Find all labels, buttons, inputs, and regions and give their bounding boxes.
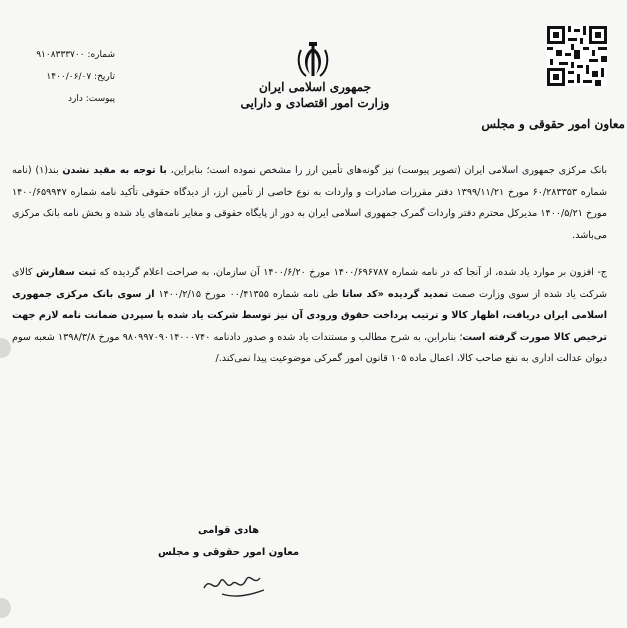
punch-hole (0, 598, 11, 618)
paragraph-2: ج- افزون بر موارد یاد شده، از آنجا که در نامه شماره ۱۴۰۰/۶۹۶۷۸۷ مورخ ۱۴۰۰/۶/۲۰ آن سازمان، به صراحت اعلام گردیده که ثبت سفارش کالای شرکت یاد شده از سوی وزارت صمت تمدید گردیده «کد ساتا طی نامه شماره ۰۰/۴۱۳۵۵ مورخ ۱۴۰۰/۲/۱۵ از سوی بانک مرکزی جمهوری اسلامی ایران دریافت، اظهار کالا و ترتیب پرداخت حقوق ورودی آن نیز توسط شرکت یاد شده با سپردن ضمانت نامه لازم جهت ترخیص کالا صورت گرفته است؛ بنابراین، به شرح مطالب و مستندات یاد شده و صدور دادنامه ۹۸۰۹۹۷۰۹۰۱۴۰۰۰۷۴۰ مورخ ۱۳۹۸/۳/۸ شعبه سوم دیوان عدالت اداری به نفع صاحب کالا، اعمال ماده ۱۰۵ قانون امور گمرکی موضوعیت پیدا نمی‌کند./ (12, 267, 608, 364)
letter-body (12, 160, 607, 386)
qr-code-icon (547, 26, 607, 86)
iran-emblem-icon (296, 42, 330, 80)
country-name: جمهوری اسلامی ایران (258, 80, 372, 94)
signature-block (158, 520, 299, 564)
letter-number: شماره: ۹۱۰۸۳۳۳۷۰۰ (36, 50, 115, 60)
signatory-name: هادی قوامی (198, 525, 260, 536)
attachment-status: دارد (67, 94, 83, 104)
letter-meta (5, 44, 115, 110)
letter-date-value: ۱۴۰۰/۰۶/۰۷ (46, 72, 92, 82)
paragraph-1: بانک مرکزی جمهوری اسلامی ایران (تصویر پیوست) نیز گونه‌های تأمین ارز را مشخص نموده است؛ بنابراین، با توجه به مقید نشدن بند(۱) (نامه شماره ۶۰/۲۸۳۳۵۳ مورخ ۱۳۹۹/۱۱/۲۱ دفتر مقررات صادرات و واردات به نوع خاصی از تأمین ارز، از دیدگاه حقوقی تأکید نامه شماره ۱۴۰۰/۶۵۹۹۴۷ مورخ ۱۴۰۰/۵/۲۱ مدیرکل محترم دفتر واردات گمرک جمهوری اسلامی ایران به دور از پایگاه حقوقی و مغایر نامه‌های یاد شده و بخش نامه بانک مرکزی می‌باشد. (12, 165, 607, 241)
letter-number-value: ۹۱۰۸۳۳۳۷۰۰ (36, 50, 85, 60)
letter-date: تاریخ: ۱۴۰۰/۰۶/۰۷ (46, 72, 115, 82)
letterhead (235, 80, 395, 110)
handwritten-signature-icon (200, 566, 270, 600)
department-title: معاون امور حقوقی و مجلس (481, 117, 625, 131)
signatory-title: معاون امور حقوقی و مجلس (158, 547, 300, 558)
punch-hole (0, 338, 11, 358)
letter-attachment: پیوست: دارد (67, 94, 115, 104)
ministry-name: وزارت امور اقتصادی و دارایی (240, 96, 390, 110)
